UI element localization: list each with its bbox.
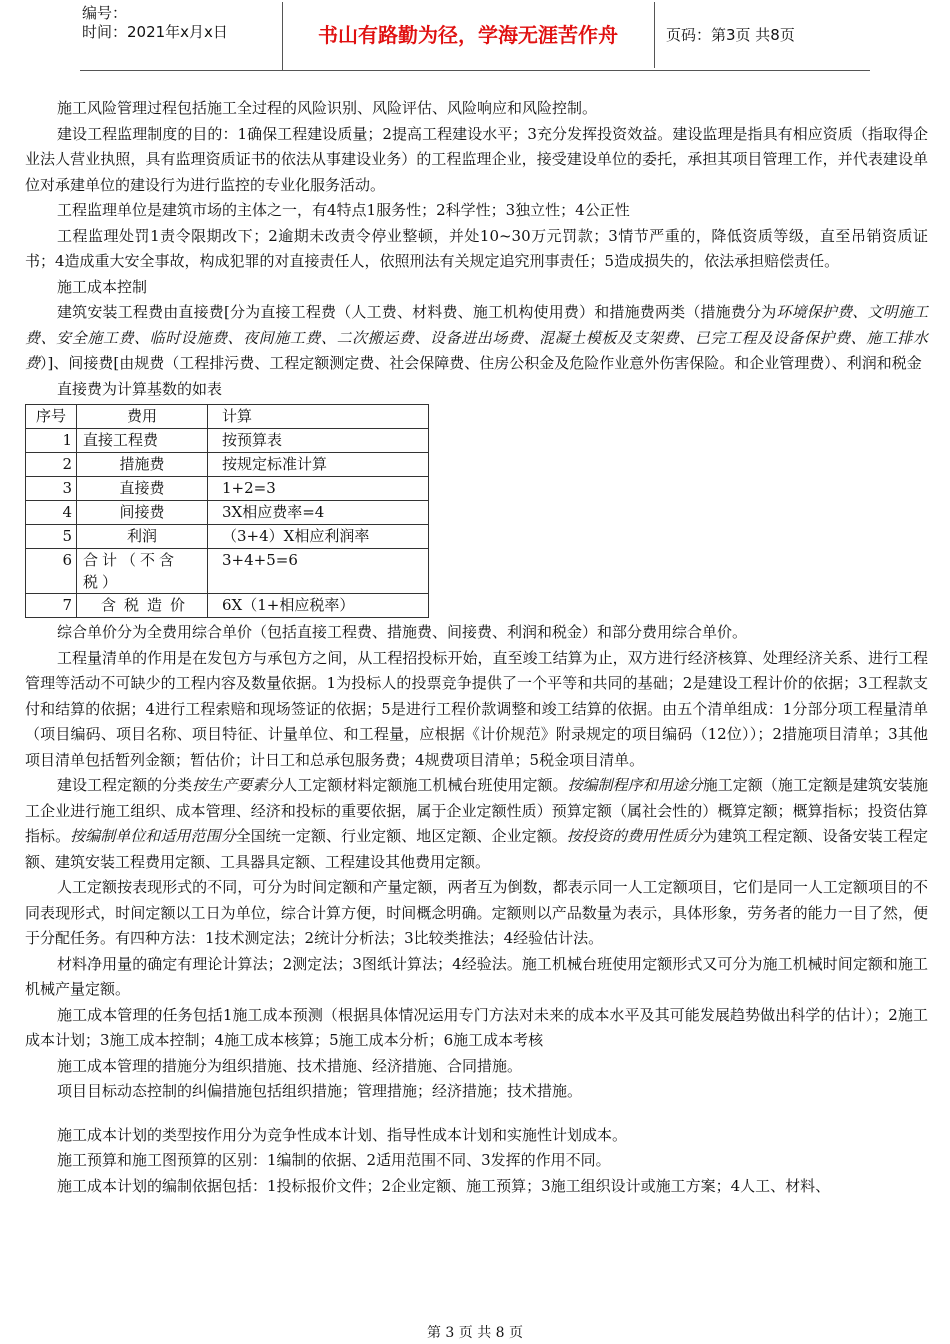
row-no: 6 bbox=[26, 549, 77, 594]
quota-italic: 按编制程序和用途分 bbox=[567, 776, 703, 794]
row-calc: 3+4+5=6 bbox=[208, 549, 429, 594]
row-no: 7 bbox=[26, 594, 77, 618]
row-fee: 直接费 bbox=[77, 477, 208, 501]
paragraph: 施工预算和施工图预算的区别：1编制的依据、2适用范围不同、3发挥的作用不同。 bbox=[57, 1151, 611, 1169]
document-body bbox=[25, 96, 928, 1199]
row-no: 1 bbox=[26, 429, 77, 453]
cost-text-1: 建筑安装工程费由直接费[分为直接工程费（人工费、材料费、施工机构使用费）和措施费两类（措施费分为 bbox=[57, 303, 777, 321]
cost-table bbox=[25, 404, 429, 618]
quota-text: 人工定额材料定额施工机械台班使用定额。 bbox=[282, 776, 568, 794]
table-header-row bbox=[26, 405, 429, 429]
paragraph: 项目目标动态控制的纠偏措施包括组织措施；管理措施；经济措施；技术措施。 bbox=[57, 1082, 583, 1100]
header-fee: 费用 bbox=[77, 405, 208, 429]
cost-italic: 环境保护费、文明施工费、安全施工费、临时设施费、夜间施工费、二次搬运费、设备进出场费、混凝土模板及支架费、已完工程及设备保护费、施工排水费 bbox=[25, 303, 928, 372]
paragraph: 工程量清单的作用是在发包方与承包方之间，从工程招投标开始，直至竣工结算为止，双方进行经济核算、处理经济关系、进行工程管理等活动不可缺少的工程内容及数量依据。1为投标人的投票竞争提供了一个平等和共同的基础；2是建设工程计价的依据；3工程款支付和结算的依据；4进行工程索赔和现场签证的依据；5是进行工程价款调整和竣工结算的依据。由五个清单组成：1分部分项工程量清单（项目编码、项目名称、项目特征、计量单位、和工程量，应根据《计价规范》附录规定的项目编码（12位））；2措施项目清单；3其他项目清单包括暂列金额；暂估价；计日工和总承包服务费；4规费项目清单；5税金项目清单。 bbox=[25, 648, 928, 769]
row-no: 3 bbox=[26, 477, 77, 501]
row-no: 2 bbox=[26, 453, 77, 477]
quota-text: 施工定额（施工定额是建筑安装施工企业进行施工组织、成本管理、经济和投标的重要依据，属于企业定额性质）预算定额（属社会性的）概算定额；概算指标；投资估算指标。 bbox=[25, 776, 928, 845]
paragraph: 人工定额按表现形式的不同，可分为时间定额和产量定额，两者互为倒数，都表示同一人工定额项目，它们是同一人工定额项目的不同表现形式，时间定额以工日为单位，综合计算方便，时间概念明确。定额则以产品数量为表示，具体形象，劳务者的能力一目了然，便于分配任务。有四种方法：1技术测定法；2统计分析法；3比较类推法；4经验估计法。 bbox=[25, 878, 928, 947]
row-fee: 合计（不含税） bbox=[77, 549, 208, 594]
row-fee: 利润 bbox=[77, 525, 208, 549]
header-meta bbox=[80, 2, 283, 70]
paragraph: 施工成本管理的措施分为组织措施、技术措施、经济措施、合同措施。 bbox=[57, 1056, 523, 1075]
row-calc: 1+2=3 bbox=[208, 477, 429, 501]
row-no: 4 bbox=[26, 501, 77, 525]
table-row bbox=[26, 501, 429, 525]
row-fee: 措施费 bbox=[77, 453, 208, 477]
row-fee: 直接工程费 bbox=[77, 429, 208, 453]
motto: 书山有路勤为径，学海无涯苦作舟 bbox=[282, 2, 655, 68]
spacer bbox=[25, 1105, 928, 1123]
paragraph: 工程监理处罚1责令限期改下；2逾期未改责令停业整顿，并处10~30万元罚款；3情节严重的，降低资质等级，直至吊销资质证书；4造成重大安全事故，构成犯罪的对直接责任人，依照刑法有关规定追究刑事责任；5造成损失的，依法承担赔偿责任。 bbox=[25, 226, 928, 270]
cost-text-2: ）]、间接费[由规费（工程排污费、工程定额测定费、社会保障费、住房公积金及危险作业意外伤害保险。和企业管理费）、利润和税金 bbox=[40, 354, 922, 372]
row-calc: 按预算表 bbox=[208, 429, 429, 453]
header-no: 序号 bbox=[26, 405, 77, 429]
header-calc: 计算 bbox=[208, 405, 429, 429]
quota-paragraph bbox=[25, 773, 928, 875]
row-calc: （3+4）X相应利润率 bbox=[208, 525, 429, 549]
section-heading: 施工成本控制 bbox=[57, 277, 148, 296]
table-row bbox=[26, 594, 429, 618]
page-header bbox=[80, 2, 870, 71]
table-row bbox=[26, 453, 429, 477]
paragraph: 工程监理单位是建筑市场的主体之一，有4特点1服务性；2科学性；3独立性；4公正性 bbox=[57, 201, 630, 219]
paragraph: 施工成本计划的类型按作用分为竞争性成本计划、指导性成本计划和实施性计划成本。 bbox=[57, 1125, 628, 1144]
row-fee: 含税造价 bbox=[77, 594, 208, 618]
time-label: 时间：2021年x月x日 bbox=[82, 23, 228, 41]
quota-italic: 按生产要素分 bbox=[192, 776, 283, 794]
quota-text: 建设工程定额的分类 bbox=[57, 776, 193, 794]
table-row bbox=[26, 477, 429, 501]
paragraph: 材料净用量的确定有理论计算法；2测定法；3图纸计算法；4经验法。施工机械台班使用定额形式又可分为施工机械时间定额和施工机械产量定额。 bbox=[25, 954, 928, 998]
paragraph: 综合单价分为全费用综合单价（包括直接工程费、措施费、间接费、利润和税金）和部分费用综合单价。 bbox=[57, 623, 748, 641]
row-calc: 3X相应费率=4 bbox=[208, 501, 429, 525]
quota-italic: 按编制单位和适用范围分 bbox=[70, 827, 236, 845]
row-calc: 按规定标准计算 bbox=[208, 453, 429, 477]
page-footer: 第 3 页 共 8 页 bbox=[426, 1325, 524, 1341]
table-row bbox=[26, 525, 429, 549]
row-calc: 6X（1+相应税率） bbox=[208, 594, 429, 618]
row-fee: 间接费 bbox=[77, 501, 208, 525]
paragraph: 建设工程监理制度的目的：1确保工程建设质量；2提高工程建设水平；3充分发挥投资效益。建设监理是指具有相应资质（指取得企业法人营业执照，具有监理资质证书的依法从事建设业务）的工程监理企业，接受建设单位的委托，承担其项目管理工作，并代表建设单位对承建单位的建设行为进行监控的专业化服务活动。 bbox=[25, 124, 928, 194]
paragraph: 施工成本管理的任务包括1施工成本预测（根据具体情况运用专门方法对未来的成本水平及其可能发展趋势做出科学的估计）；2施工成本计划；3施工成本控制；4施工成本核算；5施工成本分析；6施工成本考核 bbox=[25, 1005, 928, 1049]
table-caption: 直接费为计算基数的如表 bbox=[57, 379, 223, 398]
table-row bbox=[26, 429, 429, 453]
quota-text: 全国统一定额、行业定额、地区定额、企业定额。 bbox=[235, 827, 567, 845]
table-row bbox=[26, 549, 429, 594]
row-no: 5 bbox=[26, 525, 77, 549]
page-label: 页码：第3页 共8页 bbox=[666, 26, 795, 44]
number-label: 编号： bbox=[82, 4, 128, 22]
quota-text: 为建筑工程定额、设备安装工程定额、建筑安装工程费用定额、工具器具定额、工程建设其他费用定额。 bbox=[25, 827, 928, 871]
paragraph: 施工风险管理过程包括施工全过程的风险识别、风险评估、风险响应和风险控制。 bbox=[57, 99, 598, 117]
paragraph: 施工成本计划的编制依据包括：1投标报价文件；2企业定额、施工预算；3施工组织设计或施工方案；4人工、材料、 bbox=[57, 1176, 831, 1195]
cost-paragraph bbox=[25, 300, 928, 377]
quota-italic: 按投资的费用性质分 bbox=[566, 827, 703, 845]
